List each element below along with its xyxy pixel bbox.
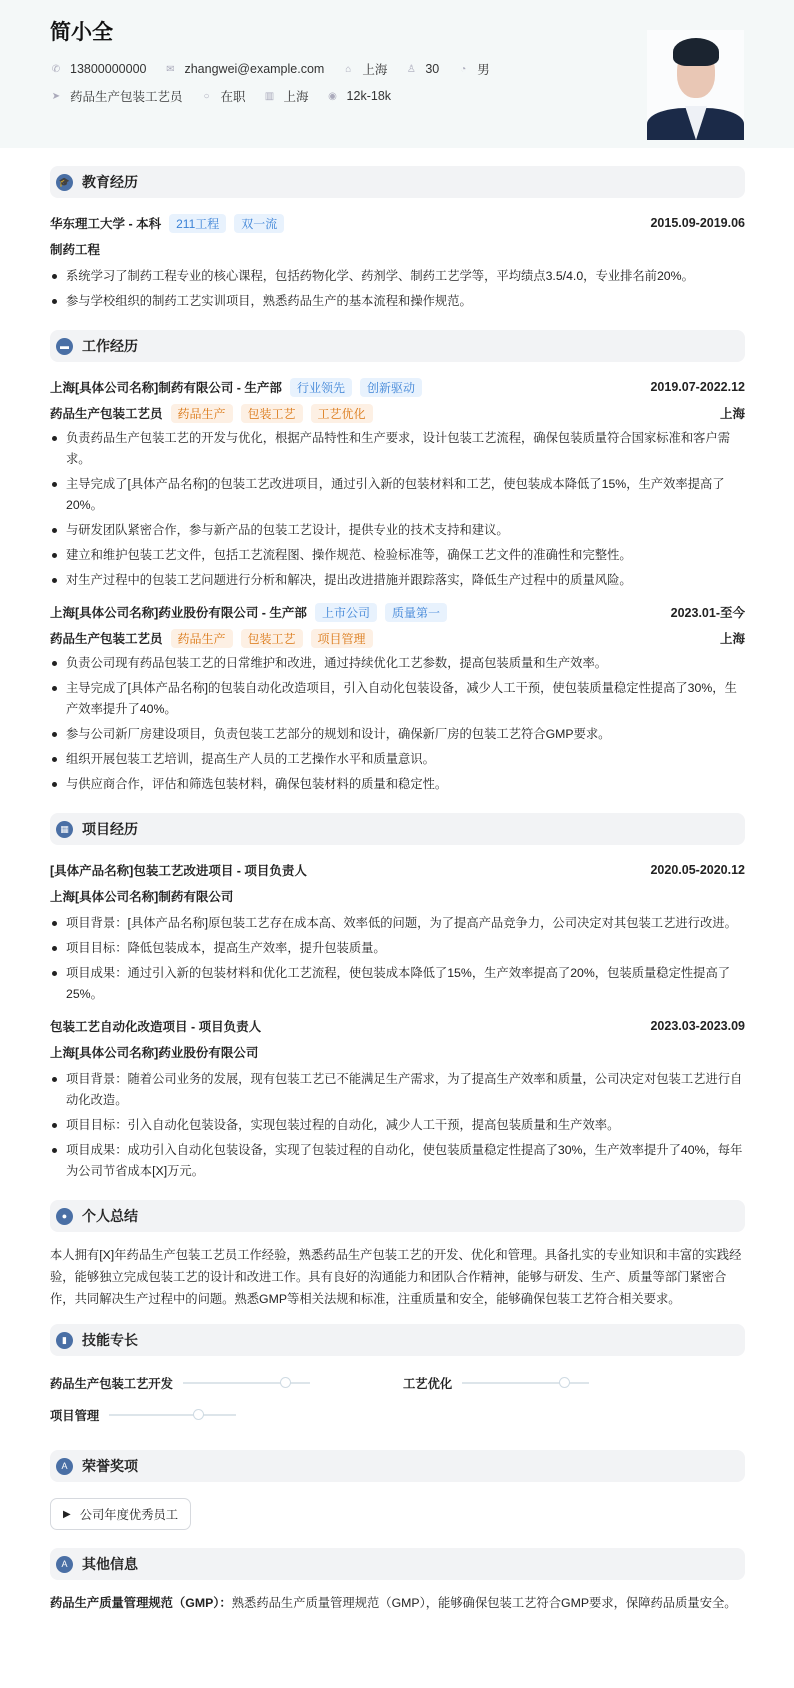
skill-item: 项目管理 — [50, 1406, 236, 1424]
skill-tag: 包装工艺 — [241, 629, 303, 648]
other-info — [50, 1592, 745, 1614]
user-icon: ● — [56, 1208, 73, 1225]
skill-level-knob — [559, 1377, 570, 1388]
send-icon: ➤ — [51, 90, 61, 102]
list-item: 项目成果：通过引入新的包装材料和优化工艺流程，使包装成本降低了15%，生产效率提高了20%，包装质量稳定性提高了25%。 — [50, 963, 745, 1005]
graduation-cap-icon: 🎓 — [56, 174, 73, 191]
list-item: 项目背景：随着公司业务的发展，现有包装工艺已不能满足生产需求，为了提高生产效率和质量，公司决定对包装工艺进行自动化改造。 — [50, 1069, 745, 1111]
role: 药品生产包装工艺员 — [50, 407, 163, 421]
briefcase-icon: ▬ — [56, 338, 73, 355]
tag: 211工程 — [169, 214, 226, 233]
summary-text: 本人拥有[X]年药品生产包装工艺员工作经验，熟悉药品生产包装工艺的开发、优化和管理。具备扎实的专业知识和丰富的实践经验，能够独立完成包装工艺的设计和改进工作。具有良好的沟通能力和团队合作精神，能够与研发、生产、质量等部门紧密合作，共同解决生产过程中的问题。熟悉GMP等相关法规和标准，注重质量和安全，能够确保包装工艺符合相关要求。 — [50, 1248, 742, 1306]
company: 上海[具体公司名称]药业股份有限公司 - 生产部 — [50, 606, 307, 620]
skill-item: 工艺优化 — [403, 1374, 589, 1392]
status-icon: ○ — [203, 90, 210, 102]
skill-tag: 项目管理 — [311, 629, 373, 648]
project-name: [具体产品名称]包装工艺改进项目 - 项目负责人 — [50, 864, 307, 878]
role: 药品生产包装工艺员 — [50, 632, 163, 646]
list-item: 主导完成了[具体产品名称]的包装自动化改造项目，引入自动化包装设备，减少人工干预，使包装质量稳定性提高了30%，生产效率提升了40%。 — [50, 678, 745, 720]
city: 上海 — [719, 407, 745, 421]
email: zhangwei@example.com — [184, 62, 325, 76]
section-education: 🎓 教育经历 — [50, 166, 745, 198]
bar-chart-icon: ▮ — [56, 1332, 73, 1349]
tag: 创新驱动 — [360, 378, 422, 397]
list-item: 系统学习了制药工程专业的核心课程，包括药物化学、药剂学、制药工艺学等，平均绩点3.5/4.0，专业排名前20%。 — [50, 266, 745, 287]
list-item: 与研发团队紧密合作，参与新产品的包装工艺设计，提供专业的技术支持和建议。 — [50, 520, 745, 541]
project-entry — [50, 1013, 745, 1182]
other-text: 熟悉药品生产质量管理规范（GMP），能够确保包装工艺符合GMP要求，保障药品质量安全。 — [231, 1596, 737, 1610]
gender: 男 — [477, 63, 490, 77]
list-item: 项目目标：引入自动化包装设备，实现包装过程的自动化，减少人工干预，提高包装质量和生产效率。 — [50, 1115, 745, 1136]
project-org: 上海[具体公司名称]药业股份有限公司 — [50, 1046, 259, 1060]
gender-icon: ◔ — [460, 63, 467, 75]
project-name: 包装工艺自动化改造项目 - 项目负责人 — [50, 1020, 262, 1034]
info-icon: A — [56, 1556, 73, 1573]
phone: 13800000000 — [70, 62, 147, 76]
skill-tag: 药品生产 — [171, 629, 233, 648]
salary-icon: ◉ — [328, 90, 337, 102]
list-item: 项目背景：[具体产品名称]原包装工艺存在成本高、效率低的问题，为了提高产品竞争力，公司决定对其包装工艺进行改进。 — [50, 913, 745, 934]
major: 制药工程 — [50, 243, 101, 257]
tag: 双一流 — [234, 214, 284, 233]
list-item: 对生产过程中的包装工艺问题进行分析和解决，提出改进措施并跟踪落实，降低生产过程中的质量风险。 — [50, 570, 745, 591]
date: 2015.09-2019.06 — [650, 216, 745, 230]
salary: 12k-18k — [346, 89, 392, 103]
section-projects: ▦ 项目经历 — [50, 813, 745, 845]
cake-icon: ♙ — [406, 63, 416, 75]
skill-level-bar — [462, 1382, 589, 1384]
section-work: ▬ 工作经历 — [50, 330, 745, 362]
company: 上海[具体公司名称]制药有限公司 - 生产部 — [50, 381, 282, 395]
date: 2023.03-2023.09 — [650, 1019, 745, 1033]
section-skills: ▮ 技能专长 — [50, 1324, 745, 1356]
list-item: 项目成果：成功引入自动化包装设备，实现了包装过程的自动化，使包装质量稳定性提高了30%，生产效率提升了40%，每年为公司节省成本[X]万元。 — [50, 1140, 745, 1182]
tag: 质量第一 — [385, 603, 447, 622]
age: 30 — [425, 62, 440, 76]
skill-tag: 工艺优化 — [311, 404, 373, 423]
list-item: 建立和维护包装工艺文件，包括工艺流程图、操作规范、检验标准等，确保工艺文件的准确性和完整性。 — [50, 545, 745, 566]
city: 上海 — [719, 632, 745, 646]
job-entry — [50, 599, 745, 795]
list-item: 主导完成了[具体产品名称]的包装工艺改进项目，通过引入新的包装材料和工艺，使包装成本降低了15%，生产效率提高了20%。 — [50, 474, 745, 516]
grid-icon: ▦ — [56, 821, 73, 838]
date: 2019.07-2022.12 — [650, 380, 745, 394]
project-org: 上海[具体公司名称]制药有限公司 — [50, 890, 234, 904]
skills-list — [50, 1368, 745, 1440]
job-row — [50, 87, 409, 105]
list-item: 参与学校组织的制药工艺实训项目，熟悉药品生产的基本流程和操作规范。 — [50, 291, 745, 312]
target-city: 上海 — [283, 90, 309, 104]
skill-level-knob — [280, 1377, 291, 1388]
job-status: 在职 — [220, 90, 246, 104]
skill-tag: 药品生产 — [171, 404, 233, 423]
candidate-name: 简小全 — [50, 21, 113, 44]
skill-level-knob — [193, 1409, 204, 1420]
skill-level-bar — [183, 1382, 310, 1384]
list-item: 组织开展包装工艺培训，提高生产人员的工艺操作水平和质量意识。 — [50, 749, 745, 770]
section-awards: A 荣誉奖项 — [50, 1450, 745, 1482]
list-item: 项目目标：降低包装成本，提高生产效率，提升包装质量。 — [50, 938, 745, 959]
list-item: 负责药品生产包装工艺的开发与优化，根据产品特性和生产要求，设计包装工艺流程，确保包装质量符合国家标准和客户需求。 — [50, 428, 745, 470]
list-item: 负责公司现有药品包装工艺的日常维护和改进，通过持续优化工艺参数，提高包装质量和生产效率。 — [50, 653, 745, 674]
caret-right-icon: ▶ — [63, 1508, 71, 1520]
contact-row — [50, 60, 508, 78]
tag: 行业领先 — [290, 378, 352, 397]
section-other: A 其他信息 — [50, 1548, 745, 1580]
award-icon: A — [56, 1458, 73, 1475]
location: 上海 — [362, 63, 388, 77]
award-item[interactable]: ▶ 公司年度优秀员工 — [50, 1498, 191, 1530]
list-item: 参与公司新厂房建设项目，负责包装工艺部分的规划和设计，确保新厂房的包装工艺符合GMP要求。 — [50, 724, 745, 745]
profile-header — [0, 0, 794, 148]
other-label: 药品生产质量管理规范（GMP）： — [50, 1596, 232, 1610]
home-icon: ⌂ — [345, 63, 352, 75]
phone-icon: ✆ — [51, 63, 61, 75]
project-entry — [50, 857, 745, 1005]
skill-item: 药品生产包装工艺开发 — [50, 1374, 310, 1392]
section-summary: ● 个人总结 — [50, 1200, 745, 1232]
skill-level-bar — [109, 1414, 236, 1416]
avatar-photo — [647, 30, 744, 140]
tag: 上市公司 — [315, 603, 377, 622]
date: 2020.05-2020.12 — [650, 863, 745, 877]
job-entry — [50, 374, 745, 591]
school: 华东理工大学 - 本科 — [50, 217, 162, 231]
skill-tag: 包装工艺 — [241, 404, 303, 423]
job-title: 药品生产包装工艺员 — [70, 90, 183, 104]
date: 2023.01-至今 — [670, 606, 745, 620]
list-item: 与供应商合作，评估和筛选包装材料，确保包装材料的质量和稳定性。 — [50, 774, 745, 795]
mail-icon: ✉ — [166, 63, 175, 75]
building-icon: ▥ — [264, 90, 275, 102]
